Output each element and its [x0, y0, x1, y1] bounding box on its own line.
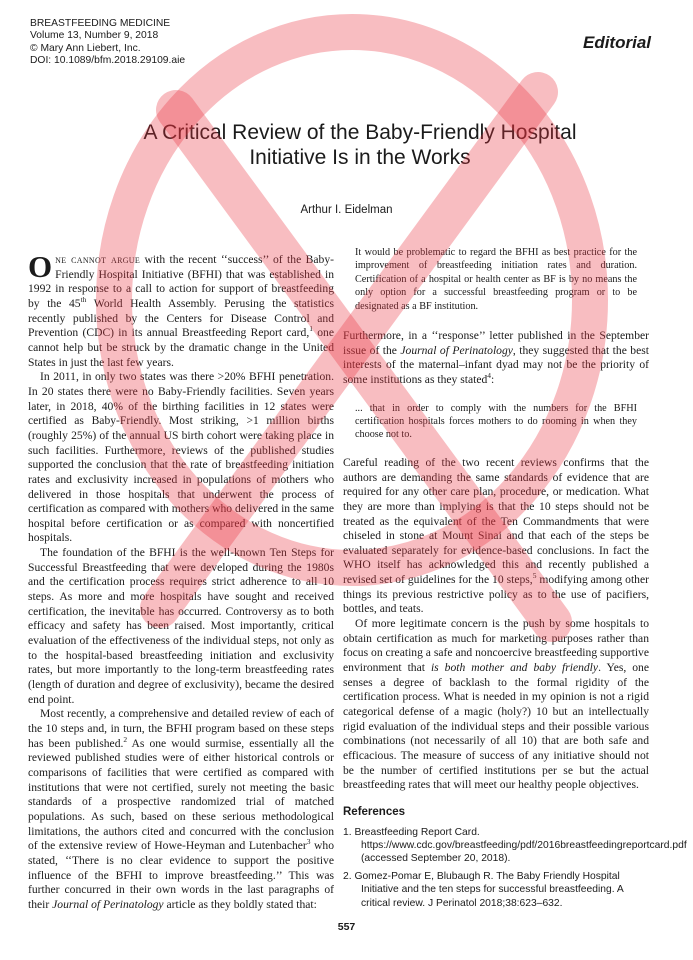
journal-volume: Volume 13, Number 9, 2018	[30, 30, 159, 42]
journal-name: BREASTFEEDING MEDICINE	[30, 18, 171, 29]
left-paragraph-1	[28, 249, 334, 370]
citation-superscript: 1	[309, 324, 313, 334]
journal-doi: DOI: 10.1089/bfm.2018.29109.aie	[30, 55, 186, 67]
text-span: Furthermore, in a ‘‘response’’ letter published in the September issue of the	[343, 329, 649, 357]
journal-info	[30, 18, 185, 68]
section-label: Editorial	[582, 33, 651, 52]
journal-italic: Journal of Perinatology	[400, 343, 513, 357]
journal-italic: Journal of Perinatology	[52, 897, 164, 911]
left-paragraph-4	[28, 707, 334, 912]
opening-smallcaps: ne cannot argue	[55, 253, 141, 266]
citation-superscript: 5	[532, 571, 537, 581]
text-span: As one would surmise, essentially all the reviewed published studies were of either historical controls or comparisons of facilities that were certified as compared with institutions that were not certified, surely not meeting the basic standards of a prospective randomized trial of matched populations. As such, based on these serious methodological limitations, the authors cited and concurred with the conclusion of the extensive review of Howe-Heyman and Lutenbacher	[28, 736, 334, 853]
text-span: with the recent ‘‘success’’ of the Baby-Friendly Hospital Initiative (BFHI) that was established in 1992 in response to a call to action for support of breastfeeding by the 45	[28, 253, 334, 310]
references-heading: References	[343, 805, 406, 818]
text-span: :	[491, 373, 495, 386]
citation-superscript: 4	[487, 371, 492, 381]
title-line-1: A Critical Review of the Baby-Friendly Hospital	[143, 121, 577, 144]
right-column	[343, 246, 687, 915]
journal-copyright: © Mary Ann Liebert, Inc.	[30, 42, 141, 54]
text-span: . Yes, one senses a degree of backlash to the formal rigidity of the certification process. What is needed in my opinion is not a rigid categorical defense of a magic (holy?) 10 but an intellectually rigid evaluation of the individual steps and their possible various combinations (not necessarily of all 10) that are both safe and efficacious. The measure of success of any initiative should not be the number of certified institutions per se but the actual breastfeeding rates that will meet our healthy people objectives.	[343, 661, 650, 792]
block-quote-1	[343, 246, 649, 313]
drop-cap: O	[28, 249, 53, 284]
text-span: World Health Assembly. Perusing the statistics recently published by the Centers for Disease Control and Prevention (CDC) in its annual Breastfeeding Report card,	[28, 296, 334, 340]
reference-2: 2. Gomez-Pomar E, Blubaugh R. The Baby Friendly Hospital Initiative and the ten steps for successful breastfeeding. A critical review. J Perinatol 2018;38:623–632.	[343, 871, 624, 909]
text-span: one cannot help but be struck by the dramatic change in the United States in just the last few years.	[28, 326, 334, 369]
block-quote-2	[343, 402, 649, 442]
page-number: 557	[337, 921, 356, 933]
citation-superscript: 3	[306, 837, 311, 847]
left-paragraph-2: In 2011, in only two states was there >20% BFHI penetration. In 20 states there were no Baby-Friendly facilities. Seven years later, in 2018, 40% of the birthing facilities in 12 states were certified as Baby-Friendly. Most striking, >1 million births (roughly 25%) of the annual US birth cohort were taking place in such facilities. Furthermore, reviews of the published studies supported the conclusion that the rate of breastfeeding initiation rates and exclusivity increased in populations of mothers who delivered in those hospitals that underwent the process of certification as compared with mothers who delivered in the same hospital before certification or as compared with noncertified hospitals.	[28, 370, 334, 545]
text-span: Most recently, a comprehensive and detailed review of each of the 10 steps and, in turn, the BFHI program based on these steps has been published.	[28, 707, 334, 750]
right-paragraph-1	[343, 329, 649, 388]
reference-1: 1. Breastfeeding Report Card. https://www.cdc.gov/breastfeeding/pdf/2016breastfeedingreportcard.pdf (accessed September 20, 2018).	[343, 826, 687, 865]
citation-superscript: 2	[123, 734, 128, 744]
text-span: Careful reading of the two recent reviews confirms that the authors are demanding the same standards of evidence that are required for any other care plan, procedure, or medication. What they are more than implying is that the 10 steps should not be treated as the equivalent of the Ten Commandments that were chiseled in stone at Mount Sinai and that each of the steps be evaluated separately for evidence-based conclusions. In fact the WHO itself has acknowledged this and recently published a revised set of guidelines for the 10 steps,	[343, 455, 649, 587]
text-span: article as they boldly stated that:	[163, 897, 317, 911]
left-column	[28, 249, 334, 913]
quote-text: It would be problematic to regard the BFHI as best practice for the improvement of breastfeeding initiation rates and duration. Certification of a hospital or health center as BF is by no means the only option for a successful breastfeeding program or to be designated as a BF institution.	[355, 247, 637, 312]
quote-text: ... that in order to comply with the numbers for the BFHI certification hospitals forces mothers to do rooming in when they choose not to.	[355, 402, 637, 441]
left-paragraph-3: The foundation of the BFHI is the well-known Ten Steps for Successful Breastfeeding that were developed during the 1980s and the certification process requires strict adherence to all 10 steps. As more and more hospitals have sought and received certification, the inevitable has occurred. Controversy as to both efficacy and safety has been raised. Most importantly, critical evaluation of the effectiveness of the individual steps, not only as to the hospital-based breastfeeding initiation and exclusivity rates, but more importantly to the long-term breastfeeding rates (length of duration and degree of exclusivity), became the desired end point.	[28, 546, 334, 706]
text-span: Of more legitimate concern is the push by some hospitals to obtain certification as much for marketing purposes rather than focus on creating a safe and noncoercive breastfeeding supportive environment that	[343, 617, 649, 675]
text-span: modifying among other things its previous restrictive policy as to the use of pacifiers, bottles, and teats.	[343, 573, 649, 616]
author-name: Arthur I. Eidelman	[300, 204, 393, 216]
right-paragraph-3	[343, 617, 649, 793]
emphasis-italic: is both mother and baby friendly	[430, 661, 599, 675]
article-title	[60, 120, 660, 170]
superscript: th	[80, 295, 87, 305]
text-span: who stated, ‘‘There is no clear evidence to support the positive influence of the BFHI to improve breastfeeding.’’ This was further concurred in their own words in the last paragraphs of their	[28, 839, 334, 911]
right-paragraph-2	[343, 456, 649, 617]
title-line-2: Initiative Is in the Works	[249, 146, 471, 169]
text-span: , they suggested that the best interests of the maternal–infant dyad may not be the priority of some institutions as they stated	[343, 343, 649, 386]
